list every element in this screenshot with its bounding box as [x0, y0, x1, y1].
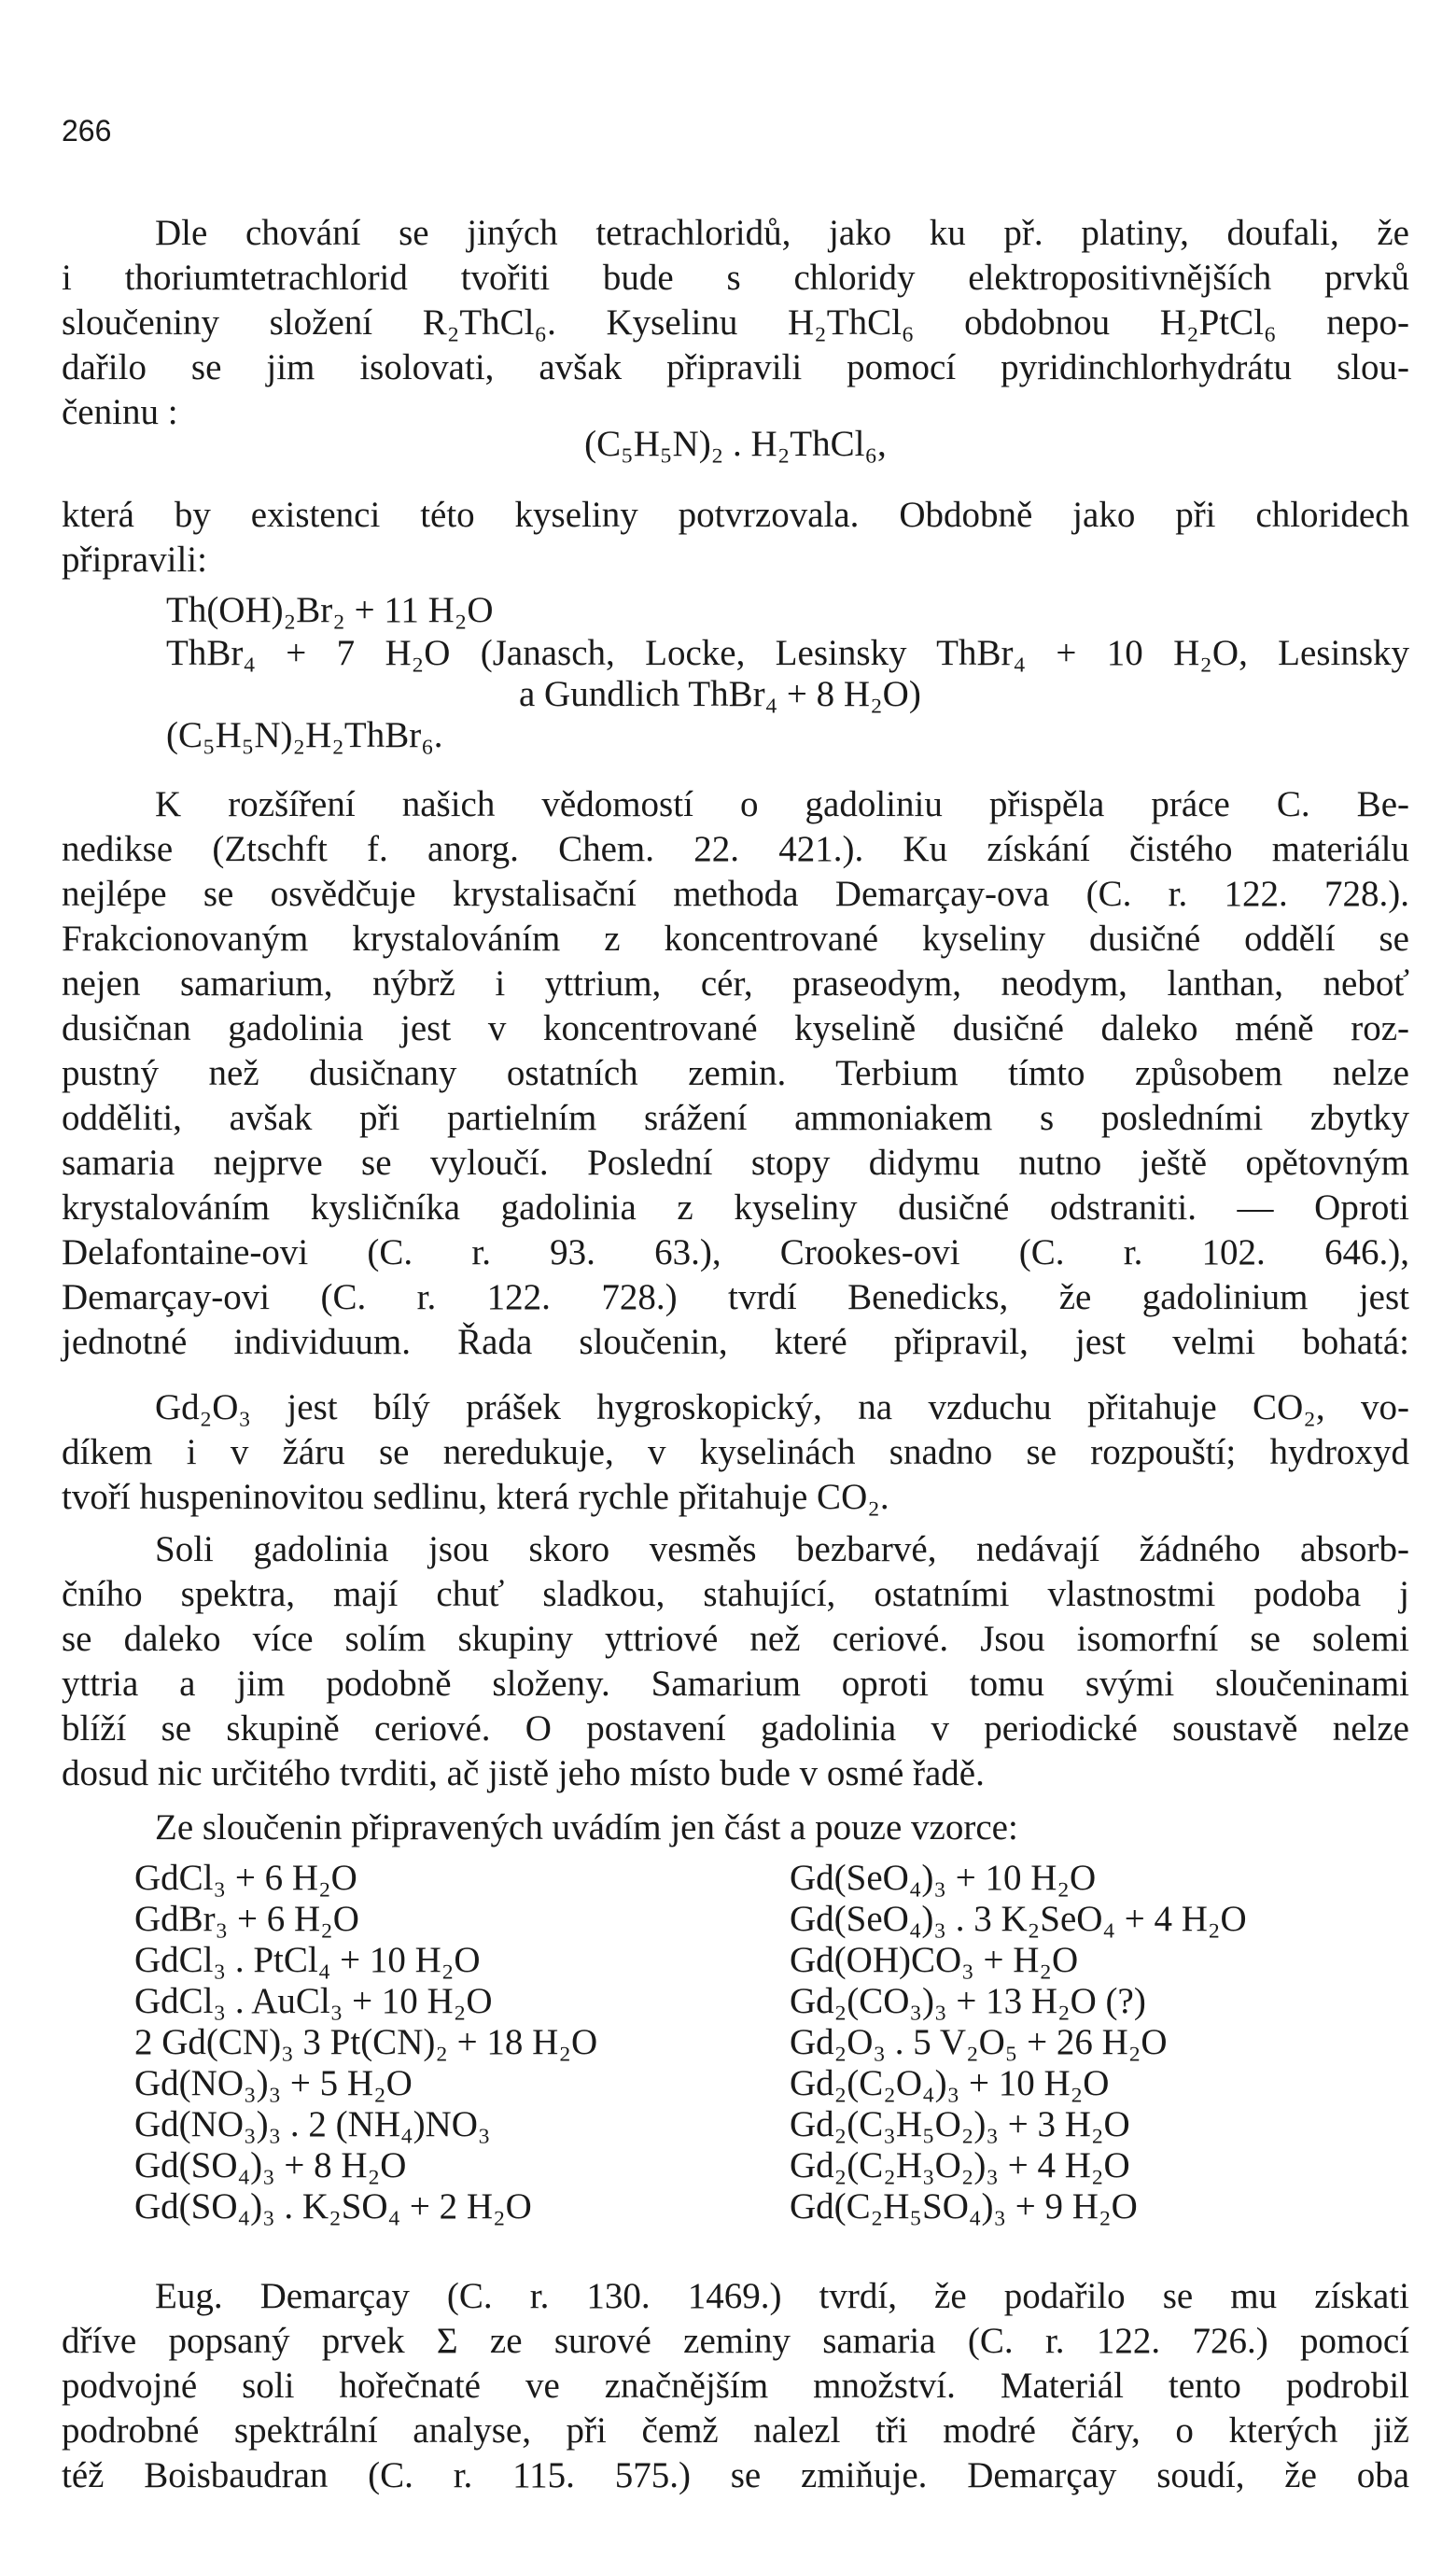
- compound-right: Gd(SeO₄)₃ . 3 K₂SeO₄ + 4 H₂O: [790, 1899, 1247, 1939]
- formula-line: ThBr₄ + 7 H₂O (Janasch, Locke, Lesinsky ThBr₄ + 10 H₂O, Lesinsky: [166, 633, 1409, 673]
- text-line: která by existenci této kyseliny potvrzovala. Obdobně jako při chloridech: [62, 495, 1409, 535]
- text-line: jednotné individuum. Řada sloučenin, které připravil, jest velmi bohatá:: [62, 1322, 1409, 1362]
- compound-right: Gd₂O₃ . 5 V₂O₅ + 26 H₂O: [790, 2022, 1168, 2062]
- text-line: též Boisbaudran (C. r. 115. 575.) se zmiňuje. Demarçay soudí, že oba: [62, 2455, 1409, 2495]
- text-line: dusičnan gadolinia jest v koncentrované kyselině dusičné daleko méně roz-: [62, 1008, 1409, 1048]
- text-line: Gd₂O₃ jest bílý prášek hygroskopický, na vzduchu přitahuje CO₂, vo-: [155, 1387, 1409, 1427]
- compound-right: Gd(SeO₄)₃ + 10 H₂O: [790, 1858, 1097, 1898]
- text-line: dříve popsaný prvek Σ ze surové zeminy samaria (C. r. 122. 726.) pomocí: [62, 2321, 1409, 2361]
- text-line: Delafontaine-ovi (C. r. 93. 63.), Crookes-ovi (C. r. 102. 646.),: [62, 1232, 1409, 1272]
- formula-line: (C₅H₅N)₂H₂ThBr₆.: [166, 715, 443, 755]
- formula-line: a Gundlich ThBr₄ + 8 H₂O): [519, 674, 921, 714]
- text-line: díkem i v žáru se neredukuje, v kyselinách snadno se rozpouští; hydroxyd: [62, 1432, 1409, 1472]
- text-line: dařilo se jim isolovati, avšak připravili pomocí pyridinchlorhydrátu slou-: [62, 347, 1409, 387]
- compound-right: Gd₂(C₂O₄)₃ + 10 H₂O: [790, 2063, 1110, 2103]
- compound-left: Gd(SO₄)₃ + 8 H₂O: [134, 2145, 407, 2185]
- text-line: Demarçay-ovi (C. r. 122. 728.) tvrdí Benedicks, že gadolinium jest: [62, 1277, 1409, 1317]
- text-line: dosud nic určitého tvrditi, ač jistě jeho místo bude v osmé řadě.: [62, 1753, 985, 1793]
- text-line: nejlépe se osvědčuje krystalisační methoda Demarçay-ova (C. r. 122. 728.).: [62, 874, 1409, 914]
- page-number: 266: [62, 114, 112, 148]
- text-line: čeninu :: [62, 392, 178, 432]
- text-line: Eug. Demarçay (C. r. 130. 1469.) tvrdí, že podařilo se mu získati: [155, 2276, 1409, 2316]
- text-line: yttria a jim podobně složeny. Samarium oproti tomu svými sloučeninami: [62, 1664, 1409, 1704]
- text-line: podvojné soli hořečnaté ve značnějším množství. Materiál tento podrobil: [62, 2366, 1409, 2406]
- text-line: odděliti, avšak při partielním srážení ammoniakem s posledními zbytky: [62, 1098, 1409, 1138]
- text-line: pustný než dusičnany ostatních zemin. Terbium tímto způsobem nelze: [62, 1053, 1409, 1093]
- compound-left: GdCl₃ . PtCl₄ + 10 H₂O: [134, 1940, 481, 1980]
- compound-left: GdCl₃ + 6 H₂O: [134, 1858, 357, 1898]
- text-line: Frakcionovaným krystalováním z koncentrované kyseliny dusičné oddělí se: [62, 919, 1409, 959]
- compound-right: Gd(C₂H₅SO₄)₃ + 9 H₂O: [790, 2186, 1138, 2227]
- text-line: Dle chování se jiných tetrachloridů, jako ku př. platiny, doufali, že: [155, 213, 1409, 253]
- compound-right: Gd₂(C₃H₅O₂)₃ + 3 H₂O: [790, 2104, 1130, 2144]
- text-line: nedikse (Ztschft f. anorg. Chem. 22. 421.). Ku získání čistého materiálu: [62, 829, 1409, 869]
- compound-left: Gd(SO₄)₃ . K₂SO₄ + 2 H₂O: [134, 2186, 532, 2227]
- compound-right: Gd₂(C₂H₃O₂)₃ + 4 H₂O: [790, 2145, 1130, 2185]
- formula-line: Th(OH)₂Br₂ + 11 H₂O: [166, 590, 494, 630]
- text-line: krystalováním kysličníka gadolinia z kyseliny dusičné odstraniti. — Oproti: [62, 1187, 1409, 1228]
- centered-formula: (C₅H₅N)₂ . H₂ThCl₆,: [584, 424, 887, 464]
- text-line: tvoří huspeninovitou sedlinu, která rychle přitahuje CO₂.: [62, 1477, 889, 1517]
- text-line: i thoriumtetrachlorid tvořiti bude s chloridy elektropositivnějších prvků: [62, 258, 1409, 298]
- text-line: podrobné spektrální analyse, při čemž nalezl tři modré čáry, o kterých již: [62, 2410, 1409, 2451]
- compound-right: Gd(OH)CO₃ + H₂O: [790, 1940, 1079, 1980]
- text-line: Soli gadolinia jsou skoro vesměs bezbarvé, nedávají žádného absorb-: [155, 1529, 1409, 1569]
- compound-left: 2 Gd(CN)₃ 3 Pt(CN)₂ + 18 H₂O: [134, 2022, 598, 2062]
- compound-left: Gd(NO₃)₃ + 5 H₂O: [134, 2063, 413, 2103]
- compound-left: GdBr₃ + 6 H₂O: [134, 1899, 359, 1939]
- text-line: nejen samarium, nýbrž i yttrium, cér, praseodym, neodym, lanthan, neboť: [62, 963, 1409, 1004]
- compound-right: Gd₂(CO₃)₃ + 13 H₂O (?): [790, 1981, 1146, 2021]
- text-line: připravili:: [62, 540, 207, 580]
- compounds-intro: Ze sloučenin připravených uvádím jen část a pouze vzorce:: [155, 1807, 1018, 1848]
- text-line: K rozšíření našich vědomostí o gadoliniu přispěla práce C. Be-: [155, 784, 1409, 824]
- compound-left: GdCl₃ . AuCl₃ + 10 H₂O: [134, 1981, 493, 2021]
- text-line: samaria nejprve se vyloučí. Poslední stopy didymu nutno ještě opětovným: [62, 1143, 1409, 1183]
- text-line: se daleko více solím skupiny yttriové než ceriové. Jsou isomorfní se solemi: [62, 1619, 1409, 1659]
- text-line: blíží se skupině ceriové. O postavení gadolinia v periodické soustavě nelze: [62, 1708, 1409, 1749]
- text-line: sloučeniny složení R₂ThCl₆. Kyselinu H₂ThCl₆ obdobnou H₂PtCl₆ nepo-: [62, 302, 1409, 343]
- compound-left: Gd(NO₃)₃ . 2 (NH₄)NO₃: [134, 2104, 491, 2144]
- text-line: čního spektra, mají chuť sladkou, stahující, ostatními vlastnostmi podoba j: [62, 1574, 1409, 1614]
